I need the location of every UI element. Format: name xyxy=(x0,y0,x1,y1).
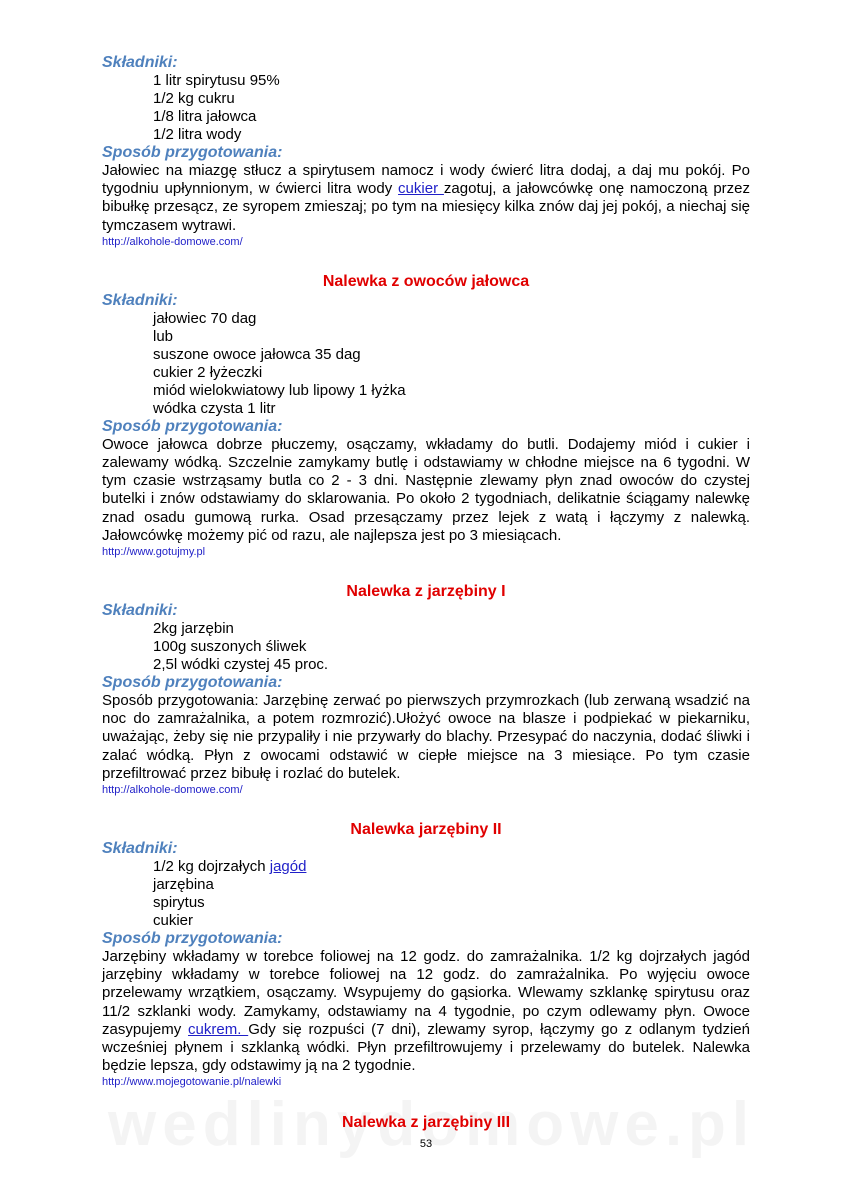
recipe-rowan-1 xyxy=(102,582,750,797)
ingredients-label: Składniki: xyxy=(102,54,178,71)
preparation-text: Sposób przygotowania: Jarzębinę zerwać po pierwszych przymrozkach (lub zerwaną wsadzić na noc do zamrażalnika, a potem rozmrozić).Ułożyć owoce na blasze i podpiekać w piekarniku, uważając, żeby się nie przypaliły i nie przywarły do blachy. Przesypać do naczynia, dodać śliwki i zalać wódką. Płyn z owocami odstawić w ciepłe miejsce na 3 miesiące. Po tym czasie przefiltrować przez bibułę i rozlać do butelek. xyxy=(102,692,750,782)
ingredient-item: lub xyxy=(153,327,174,345)
ingredient-item: suszone owoce jałowca 35 dag xyxy=(153,345,361,363)
text-run: zagotuj, a jałowcówkę onę namoczoną przez bibułkę przesącz, ze syropem zmieszaj; po tym na miesięcy kilka znów daj jej pokój, a niechaj się tymczasem wytrawi. xyxy=(102,180,751,234)
preparation-label: Sposób przygotowania: xyxy=(102,144,283,161)
recipe-juniper-spirit xyxy=(102,54,750,249)
ingredient-item: 2,5l wódki czystej 45 proc. xyxy=(153,656,329,674)
preparation-text xyxy=(102,162,750,235)
ingredient-item: jarzębina xyxy=(153,876,214,894)
recipe-juniper-berries xyxy=(102,272,750,559)
recipe-title: Nalewka z jarzębiny I xyxy=(346,583,506,601)
ingredients-label: Składniki: xyxy=(102,291,178,309)
preparation-text xyxy=(102,948,750,1075)
text-run: Jałowiec na miazgę stłucz a spirytusem namocz i wody ćwierć litra dodaj, a daj mu pokój. Po tygodniu upłynnionym, w ćwierci litra wody xyxy=(102,162,750,198)
ingredient-item: 1/2 kg cukru xyxy=(153,90,235,107)
ingredient-item: cukier xyxy=(153,912,194,930)
page-content xyxy=(102,54,750,1089)
recipe-title-next: Nalewka z jarzębiny III xyxy=(341,1114,511,1131)
recipe-title: Nalewka z owoców jałowca xyxy=(322,272,530,290)
source-link[interactable]: http://www.mojegotowanie.pl/nalewki xyxy=(102,1076,282,1089)
recipe-title: Nalewka jarzębiny II xyxy=(350,821,502,839)
ingredients-label: Składniki: xyxy=(102,840,178,858)
sugar-link[interactable]: cukrem. xyxy=(188,1020,249,1038)
ingredient-item: wódka czysta 1 litr xyxy=(153,399,276,417)
ingredient-item xyxy=(153,858,750,876)
source-link[interactable]: http://www.gotujmy.pl xyxy=(102,546,206,559)
text-run: Jarzębiny wkładamy w torebce foliowej na 12 godz. do zamrażalnika. 1/2 kg dojrzałych jagód jarzębiny wkładamy w torebce foliowej na 12 godz. do zamrażalnika. Po wyjęciu owoce przelewamy wrzątkiem, osączamy. Wsypujemy do gąsiorka. Wlewamy szklankę spirytusu oraz 11/2 szklanki wody. Zamykamy, odstawiamy na 4 tygodnie, po czym odlewamy płyn. Owoce zasypujemy xyxy=(102,948,750,1038)
source-link[interactable]: http://alkohole-domowe.com/ xyxy=(102,784,243,797)
ingredient-item: 2kg jarzębin xyxy=(153,620,234,638)
ingredients-list xyxy=(102,310,750,418)
sugar-link[interactable]: cukier xyxy=(398,180,444,198)
ingredients-list xyxy=(102,72,750,144)
text-run: 1/2 kg dojrzałych xyxy=(153,858,270,876)
preparation-label: Sposób przygotowania: xyxy=(102,674,283,692)
ingredient-item: 1/2 litra wody xyxy=(153,126,242,143)
ingredients-label: Składniki: xyxy=(102,602,178,620)
page-number: 53 xyxy=(419,1138,433,1150)
berries-link[interactable]: jagód xyxy=(269,858,307,876)
ingredient-item: miód wielokwiatowy lub lipowy 1 łyżka xyxy=(153,381,406,399)
ingredients-list xyxy=(102,620,750,674)
ingredient-item: 100g suszonych śliwek xyxy=(153,638,307,656)
ingredient-item: jałowiec 70 dag xyxy=(153,309,257,327)
preparation-text: Owoce jałowca dobrze płuczemy, osączamy, wkładamy do butli. Dodajemy miód i cukier i zalewamy wódką. Szczelnie zamykamy butlę i odstawiamy w chłodne miejsce na 6 tygodni. W tym czasie wstrząsamy butla co 2 - 3 dni. Następnie zlewamy płyn znad owoców do czystej butelki i znów odstawiamy do sklarowania. Po około 2 tygodniach, delikatnie ściągamy nalewkę znad osadu gumową rurka. Osad przesączamy przez lejek z watą i łączymy z nalewką. Jałowcówkę możemy pić od razu, ale najlepsza jest po 3 miesiącach. xyxy=(102,435,750,544)
ingredients-list xyxy=(102,858,750,930)
preparation-label: Sposób przygotowania: xyxy=(102,417,283,435)
text-run: Gdy się rozpuści (7 dni), zlewamy syrop, łączymy go z odlanym tydzień wcześniej płynem i szklanką wódki. Płyn przefiltrowujemy i przelewamy do butelek. Nalewka będzie lepsza, gdy odstawimy ją na 2 tygodnie. xyxy=(102,1020,750,1075)
ingredient-item: 1 litr spirytusu 95% xyxy=(153,72,280,89)
ingredient-item: 1/8 litra jałowca xyxy=(153,108,257,125)
preparation-label: Sposób przygotowania: xyxy=(102,930,283,948)
recipe-rowan-2 xyxy=(102,820,750,1089)
ingredient-item: cukier 2 łyżeczki xyxy=(153,363,263,381)
ingredient-item: spirytus xyxy=(153,894,205,912)
source-link[interactable]: http://alkohole-domowe.com/ xyxy=(102,235,243,248)
